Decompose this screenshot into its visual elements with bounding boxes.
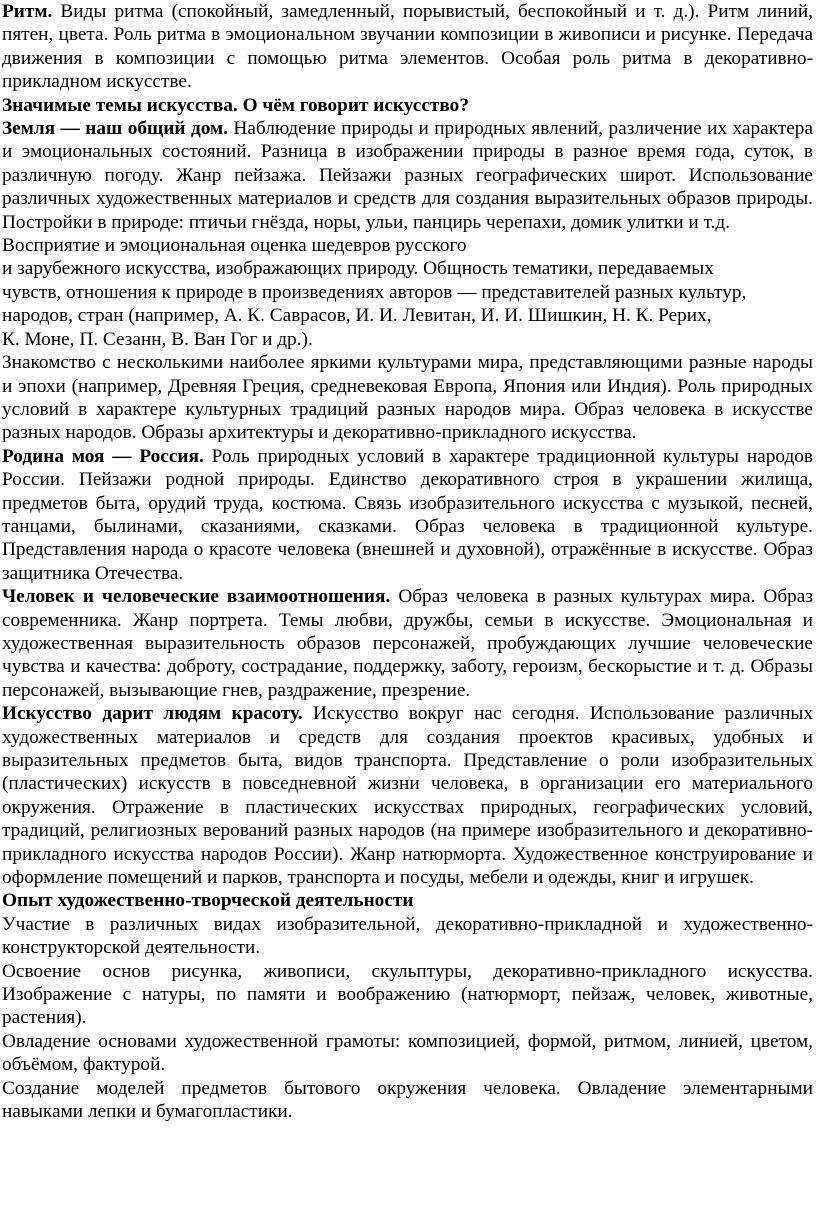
paragraph-lead: Земля — наш общий дом. bbox=[2, 118, 228, 140]
paragraph-lead: Ритм. bbox=[2, 1, 53, 22]
paragraph-text: Искусство вокруг нас сегодня. Использование различных художественных материалов и средств для создания проектов красивых, удобных и выразительных предметов быта, видов транспорта. Представление о роли изобразительных (пластических) искусств в повседневной жизни человека, в организации его материального окружения. Отражение в пластических искусствах природных, географических условий, традиций, религиозных верований разных народов (на примере изобразительного и декоративно-прикладного искусства народов России). Жанр натюрморта. Художественное конструирование и оформление помещений и парков, транспорта и посуды, мебели и одежды, книг и игрушек. bbox=[2, 703, 813, 889]
paragraph-lead: Искусство дарит людям красоту. bbox=[2, 703, 303, 725]
text-line: Восприятие и эмоциональная оценка шедевров русского bbox=[2, 235, 467, 257]
paragraph-mastering-basics: Освоение основ рисунка, живописи, скульптуры, декоративно-прикладного искусства. Изображение с натуры, по памяти и воображению (натюрморт, пейзаж, человек, животные, растения). bbox=[2, 960, 813, 1029]
paragraph-rhythm bbox=[2, 0, 813, 94]
section-heading: Опыт художественно-творческой деятельности bbox=[2, 890, 414, 912]
paragraph-earth bbox=[2, 117, 813, 234]
paragraph-homeland bbox=[2, 445, 813, 585]
paragraph-beauty bbox=[2, 702, 813, 889]
section-heading: Значимые темы искусства. О чём говорит искусство? bbox=[2, 94, 469, 116]
paragraph-participation: Участие в различных видах изобразительной, декоративно-прикладной и художественно-конструкторской деятельности. bbox=[2, 913, 813, 959]
paragraph-lead: Родина моя — Россия. bbox=[2, 445, 204, 467]
paragraph-lead: Человек и человеческие взаимоотношения. bbox=[2, 586, 391, 608]
paragraph-cultures: Знакомство с несколькими наиболее яркими культурами мира, представляющими разные народы и эпохи (например, Древняя Греция, средневековая Европа, Япония или Индия). Роль природных условий в характере культурных традиций разных народов мира. Образ человека в искусстве разных народов. Образы архитектуры и декоративно-прикладного искусства. bbox=[2, 352, 813, 444]
paragraph-text: Виды ритма (спокойный, замедленный, порывистый, беспокойный и т. д.). Ритм линий, пятен, цвета. Роль ритма в эмоциональном звучании композиции в живописи и рисунке. Передача движения в композиции с помощью ритма элементов. Особая роль ритма в декоративно-прикладном искусстве. bbox=[2, 1, 813, 93]
paragraph-models: Создание моделей предметов бытового окружения человека. Овладение элементарными навыками лепки и бумагопластики. bbox=[2, 1077, 813, 1123]
paragraph-perception bbox=[2, 234, 813, 351]
text-line: чувств, отношения к природе в произведениях авторов — представителей разных культур, bbox=[2, 281, 747, 303]
paragraph-art-literacy: Овладение основами художественной грамоты: композицией, формой, ритмом, линией, цветом, объёмом, фактурой. bbox=[2, 1030, 813, 1076]
text-line: и зарубежного искусства, изображающих природу. Общность тематики, передаваемых bbox=[2, 258, 714, 280]
paragraph-human-relations bbox=[2, 585, 813, 702]
paragraph-text: Роль природных условий в характере традиционной культуры народов России. Пейзажи родной природы. Единство декоративного строя в украшении жилища, предметов быта, орудий труда, костюма. Связь изобразительного искусства с музыкой, песней, танцами, былинами, сказаниями, сказками. Образ человека в традиционной культуре. Представления народа о красоте человека (внешней и духовной), отражённые в искусстве. Образ защитника Отечества. bbox=[2, 445, 813, 584]
text-line: народов, стран (например, А. К. Саврасов, И. И. Левитан, И. И. Шишкин, Н. К. Рерих, bbox=[2, 305, 712, 327]
text-line: К. Моне, П. Сезанн, В. Ван Гог и др.). bbox=[2, 328, 313, 350]
paragraph-text: Образ человека в разных культурах мира. Образ современника. Жанр портрета. Темы любви, дружбы, семьи в искусстве. Эмоциональная и художественная выразительность образов персонажей, пробуждающих лучшие человеческие чувства и качества: доброту, сострадание, поддержку, заботу, героизм, бескорыстие и т. д. Образы персонажей, вызывающие гнев, раздражение, презрение. bbox=[2, 586, 813, 701]
paragraph-text: Наблюдение природы и природных явлений, различение их характера и эмоциональных состояний. Разница в изображении природы в разное время года, суток, в различную погоду. Жанр пейзажа. Пейзажи разных географических широт. Использование различных художественных материалов и средств для создания выразительных образов природы. Постройки в природе: птичьи гнёзда, норы, ульи, панцирь черепахи, домик улитки и т.д. bbox=[2, 118, 813, 233]
